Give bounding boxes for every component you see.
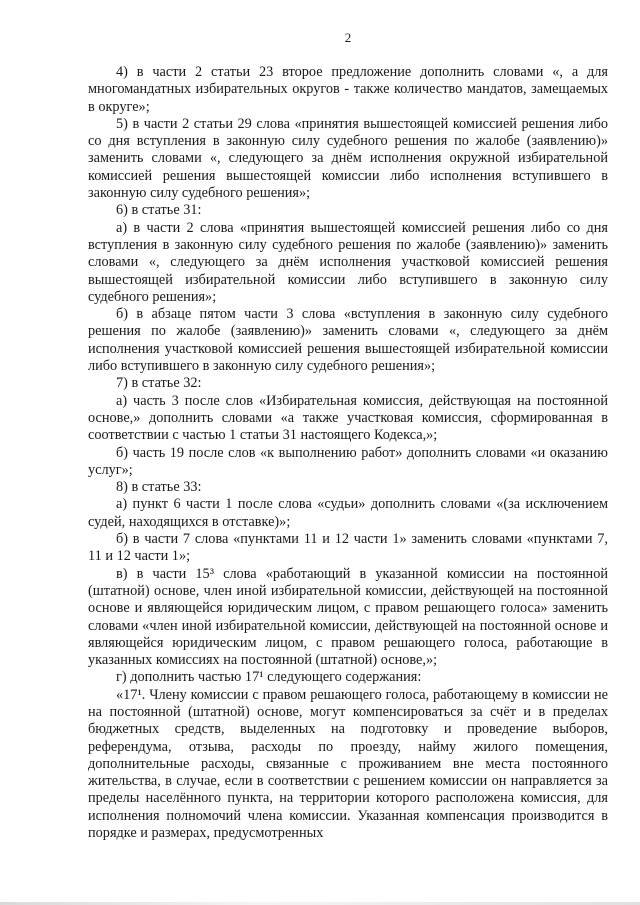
paragraph-item-8-heading: 8) в статье 33: [116, 479, 202, 496]
paragraph-item-7a: а) часть 3 после слов «Избирательная комиссия, действующая на постоянной основе,» дополнить словами «а также участковая комиссия, сформированная в соответствии с частью 1 статьи 31 настоящего Кодекса,»; [88, 392, 608, 444]
paragraph-item-7-heading: 7) в статье 32: [116, 375, 202, 392]
paragraph-item-6a: а) в части 2 слова «принятия вышестоящей комиссией решения либо со дня вступления в законную силу судебного решения по жалобе (заявлению)» заменить словами «, следующего за днём исполнения участковой комиссией решения вышестоящей избирательной комиссии либо вступившего в законную силу судебного решения»; [88, 219, 608, 305]
paragraph-item-6b: б) в абзаце пятом части 3 слова «вступления в законную силу судебного решения по жалобе (заявлению)» заменить словами «, следующего за днём исполнения участковой комиссией решения вышестоящей избирательной комиссии либо вступившего в законную силу судебного решения»; [88, 306, 608, 375]
paragraph-item-7b: б) часть 19 после слов «к выполнению работ» дополнить словами «и оказанию услуг»; [88, 444, 608, 478]
paragraph-quoted-part-17-1: «17¹. Члену комиссии с правом решающего голоса, работающему в комиссии не на постоянной (штатной) основе, могут компенсироваться за счёт и в пределах бюджетных средств, выделенных на подготовку и проведение выборов, референдума, отзыва, расходы по проезду, найму жилого помещения, дополнительные расходы, связанные с проживанием вне места постоянного жительства, в случае, если в соответствии с решением комиссии он направляется за пределы населённого пункта, на территории которого расположена комиссия, для исполнения полномочий члена комиссии. Указанная компенсация производится в порядке и размерах, предусмотренных [88, 686, 608, 842]
paragraph-item-8b: б) в части 7 слова «пунктами 11 и 12 части 1» заменить словами «пунктами 7, 11 и 12 части 1»; [88, 531, 608, 565]
page-number: 2 [344, 30, 352, 45]
paragraph-item-6-heading: 6) в статье 31: [116, 202, 202, 219]
paragraph-item-4: 4) в части 2 статьи 23 второе предложение дополнить словами «, а для многомандатных избирательных округов - также количество мандатов, замещаемых в округе»; [88, 64, 608, 115]
paragraph-item-8g: г) дополнить частью 17¹ следующего содержания: [116, 669, 422, 686]
paragraph-item-8a: а) пункт 6 части 1 после слова «судьи» дополнить словами «(за исключением судей, находящихся в отставке)»; [88, 496, 608, 530]
document-body [88, 64, 608, 842]
paragraph-item-5: 5) в части 2 статьи 29 слова «принятия вышестоящей комиссией решения либо со дня вступления в законную силу судебного решения по жалобе (заявлению)» заменить словами «, следующего за днём исполнения окружной избирательной комиссией решения вышестоящей комиссии либо исполнения вступившего в законную силу судебного решения»; [88, 115, 608, 202]
paragraph-item-8v: в) в части 15³ слова «работающий в указанной комиссии на постоянной (штатной) основе, член иной избирательной комиссии, действующей на постоянной основе и являющейся юридическим лицом, с правом решающего голоса» заменить словами «член иной избирательной комиссии, действующей на постоянной основе и являющейся юридическим лицом, с правом решающего голоса, работающие в указанных комиссиях на постоянной (штатной) основе,»; [88, 565, 608, 669]
